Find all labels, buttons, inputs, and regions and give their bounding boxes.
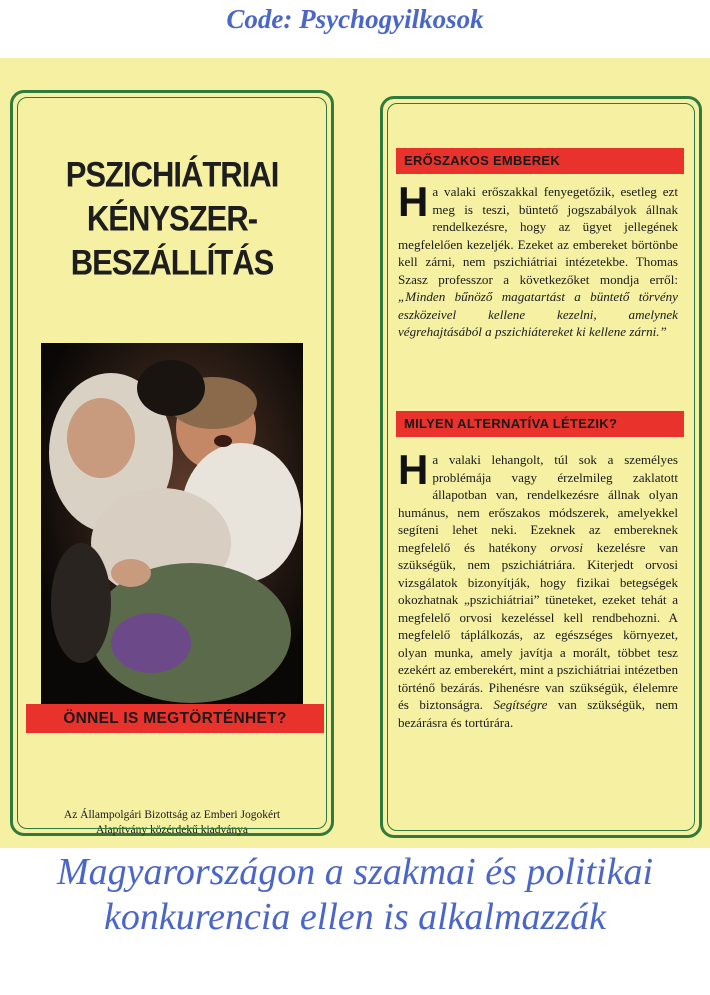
header-code: Code: Psychogyilkosok xyxy=(226,4,484,34)
section-heading-alternative: MILYEN ALTERNATÍVA LÉTEZIK? xyxy=(396,411,684,437)
section-text-violent-people xyxy=(398,178,678,341)
question-banner: ÖNNEL IS MEGTÖRTÉNHET? xyxy=(26,704,324,733)
right-panel xyxy=(380,96,702,838)
section2-text-c: van szükségük, nem bezárásra és tortúrára. xyxy=(398,697,678,730)
section2-italic-1: orvosi xyxy=(550,539,584,555)
title-line-3: BESZÁLLÍTÁS xyxy=(70,242,274,283)
footer-caption: Magyarországon a szakmai és politikai konkurencia ellen is alkalmazzák xyxy=(56,851,653,938)
dropcap-1: H xyxy=(398,178,429,225)
publisher-line-2: Alapítvány közérdekű kiadványa xyxy=(96,824,248,836)
dropcap-2: H xyxy=(398,446,429,493)
section-heading-violent-people: ERŐSZAKOS EMBEREK xyxy=(396,148,684,174)
forced-restraint-photo xyxy=(41,343,303,707)
section2-italic-2: Segítségre xyxy=(493,697,548,712)
section1-paragraph: a valaki erőszakkal fenyegetőzik, esetleg ezt meg is teszi, büntető jogszabályok állnak rendelkezésre, hogy az ügyet jellegének megfelelően kezeljék. Ezeket az embereket börtönbe kell zárni, nem pszichiátriai intézetekbe. Thomas Szasz professzor a következőket mondja erről: xyxy=(398,184,678,287)
section-text-alternative xyxy=(398,446,678,731)
brochure-scan xyxy=(0,58,710,848)
publisher-line-1: Az Állampolgári Bizottság az Emberi Jogokért xyxy=(63,809,281,821)
left-panel xyxy=(10,90,334,836)
section2-text-b: kezelésre van szükségük, nem pszichiátriára. Kiterjedt orvosi vizsgálatok bizonyítják, hogy fizikai betegségek okozhatnak „pszichiátriai” tüneteket, ezeket tehát a megfelelő orvosi kezeléssel kell rendbehozni. A megfelelő táplálkozás, az egészséges környezet, olyan munka, amely javítja a morált, többet tesz ezekért az emberekért, mint a pszichiátriai intézetben történő bezárás. Pihenésre van szükségük, élelemre és biztonságra. xyxy=(398,539,678,712)
title-line-2: KÉNYSZER- xyxy=(86,198,258,239)
publisher-note xyxy=(13,808,331,838)
section2-text-a: a valaki lehangolt, túl sok a személyes problémája vagy érzelmileg zaklatott állapotban van, rendelkezésre állnak olyan humánus, nem erőszakos módszerek, amelyekkel segíteni lehet neki. Ezeknek az embereknek megfelelő és hatékony xyxy=(398,452,678,555)
title-line-1: PSZICHIÁTRIAI xyxy=(65,154,279,195)
section1-quote: „Minden bűnöző magatartást a büntető törvény eszközeivel kellene kezelni, amelynek végrehajtásából a pszichiátereket ki kellene zárni.” xyxy=(398,289,678,339)
photo-illustration xyxy=(41,343,303,707)
